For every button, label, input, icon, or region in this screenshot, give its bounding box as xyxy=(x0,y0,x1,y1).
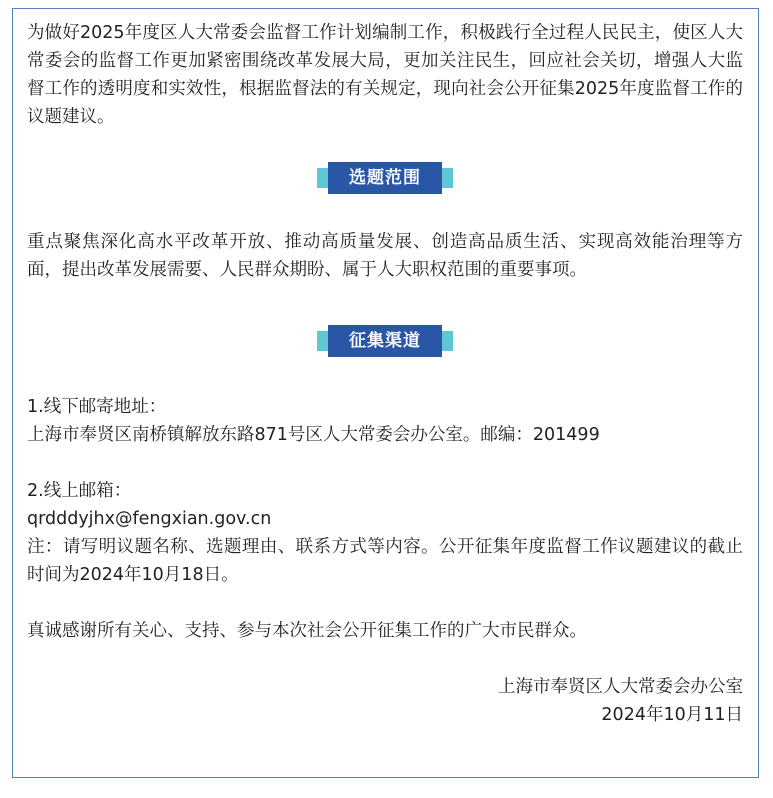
note-paragraph: 注：请写明议题名称、选题理由、联系方式等内容。公开征集年度监督工作议题建议的截止时间为2024年10月18日。 xyxy=(27,537,743,585)
document-content xyxy=(27,19,743,729)
thanks-paragraph: 真诚感谢所有关心、支持、参与本次社会公开征集工作的广大市民群众。 xyxy=(27,621,587,641)
scope-paragraph: 重点聚焦深化高水平改革开放、推动高质量发展、创造高品质生活、实现高效能治理等方面，提出改革发展需要、人民群众期盼、属于人大职权范围的重要事项。 xyxy=(27,232,743,280)
section-title-scope: 选题范围 xyxy=(328,162,442,194)
section-heading-scope xyxy=(27,161,743,195)
email-address[interactable]: qrdddyjhx@fengxian.gov.cn xyxy=(27,509,272,529)
document-frame xyxy=(12,8,759,778)
section-title-channels: 征集渠道 xyxy=(328,325,442,357)
signature-date: 2024年10月11日 xyxy=(601,705,743,725)
intro-paragraph: 为做好2025年度区人大常委会监督工作计划编制工作，积极践行全过程人民民主，使区人大常委会的监督工作更加紧密围绕改革发展大局，更加关注民生，回应社会关切，增强人大监督工作的透明度和实效性，根据监督法的有关规定，现向社会公开征集2025年度监督工作的议题建议。 xyxy=(27,23,743,127)
mail-label: 1.线下邮寄地址： xyxy=(27,397,167,417)
section-heading-channels xyxy=(27,324,743,358)
email-label: 2.线上邮箱： xyxy=(27,481,132,501)
mail-address: 上海市奉贤区南桥镇解放东路871号区人大常委会办公室。邮编：201499 xyxy=(27,425,600,445)
signature-org: 上海市奉贤区人大常委会办公室 xyxy=(498,677,743,697)
